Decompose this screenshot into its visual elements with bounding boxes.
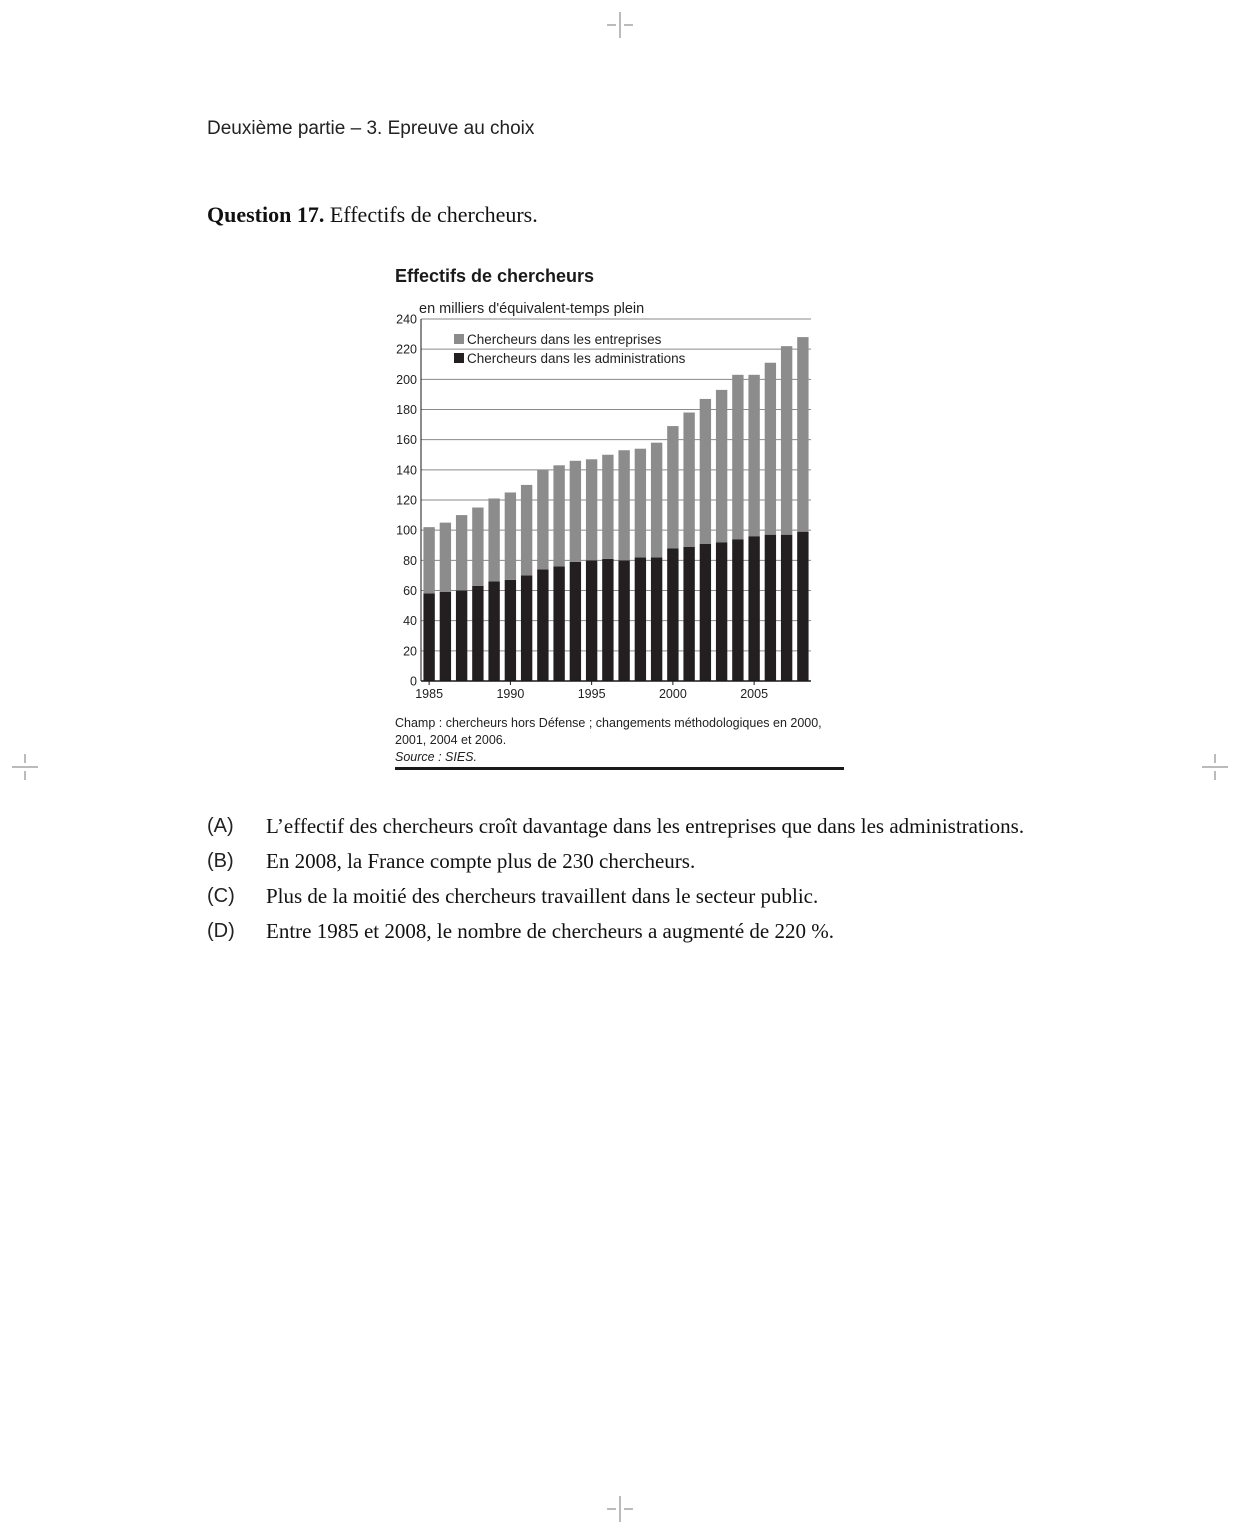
bar-entreprises xyxy=(456,515,467,590)
y-tick-label: 20 xyxy=(403,644,417,659)
bar-entreprises xyxy=(716,390,727,542)
bar-administrations xyxy=(521,575,532,681)
bar-administrations xyxy=(797,532,808,681)
bar-entreprises xyxy=(635,449,646,558)
question-title xyxy=(207,202,538,228)
legend-swatch xyxy=(454,334,464,344)
bar-entreprises xyxy=(553,465,564,566)
answer-text: Plus de la moitié des chercheurs travaillent dans le secteur public. xyxy=(266,884,819,908)
y-tick-label: 140 xyxy=(396,463,417,478)
bar-entreprises xyxy=(521,485,532,576)
y-tick-label: 80 xyxy=(403,553,417,568)
bar-administrations xyxy=(505,580,516,681)
crop-mark-right xyxy=(1202,754,1228,780)
question-text: Effectifs de chercheurs. xyxy=(329,202,538,227)
bar-administrations xyxy=(683,547,694,681)
bar-entreprises xyxy=(440,523,451,592)
bar-administrations xyxy=(586,560,597,681)
bar-administrations xyxy=(700,544,711,681)
answer-option-a[interactable] xyxy=(207,812,1033,841)
chart-bottom-rule xyxy=(395,767,844,770)
bar-entreprises xyxy=(618,450,629,560)
answer-option-c[interactable] xyxy=(207,882,1033,911)
legend-label: Chercheurs dans les entreprises xyxy=(467,332,662,347)
x-tick-label: 1985 xyxy=(415,687,444,701)
bar-entreprises xyxy=(765,363,776,535)
bar-administrations xyxy=(537,569,548,681)
bar-administrations xyxy=(765,535,776,681)
bar-administrations xyxy=(602,559,613,681)
y-axis-label: en milliers d'équivalent-temps plein xyxy=(419,301,645,317)
bar-administrations xyxy=(635,557,646,681)
answer-letter: (C) xyxy=(207,885,235,907)
bar-administrations xyxy=(716,542,727,681)
bar-administrations xyxy=(667,548,678,681)
bar-administrations xyxy=(423,594,434,681)
y-tick-label: 160 xyxy=(396,433,417,448)
y-tick-label: 180 xyxy=(396,403,417,417)
chart-note xyxy=(395,715,855,766)
bar-administrations xyxy=(651,557,662,681)
bar-entreprises xyxy=(537,470,548,570)
y-tick-label: 240 xyxy=(396,312,417,327)
y-tick-label: 220 xyxy=(396,342,417,357)
bar-administrations xyxy=(618,560,629,681)
bar-entreprises xyxy=(602,455,613,559)
answer-text: En 2008, la France compte plus de 230 chercheurs. xyxy=(266,849,696,873)
bar-administrations xyxy=(781,535,792,681)
y-tick-label: 120 xyxy=(396,493,417,508)
bar-entreprises xyxy=(472,508,483,586)
stacked-bar-chart xyxy=(395,296,825,706)
bar-administrations xyxy=(748,536,759,681)
crop-mark-left xyxy=(12,754,38,780)
y-tick-label: 60 xyxy=(403,584,417,598)
chart-title: Effectifs de chercheurs xyxy=(395,266,595,286)
x-tick-label: 2000 xyxy=(658,687,687,701)
legend-label: Chercheurs dans les administrations xyxy=(467,351,686,366)
bar-administrations xyxy=(553,566,564,681)
chart-note-text: Champ : chercheurs hors Défense ; changements méthodologiques en 2000, 2001, 2004 et 2006. xyxy=(395,716,822,747)
y-tick-label: 40 xyxy=(403,614,417,629)
bar-entreprises xyxy=(570,461,581,562)
bar-administrations xyxy=(488,581,499,681)
answer-letter: (B) xyxy=(207,850,234,872)
bar-administrations xyxy=(570,562,581,681)
crop-mark-bottom xyxy=(607,1496,633,1522)
chart-source: Source : SIES. xyxy=(395,750,477,764)
running-header: Deuxième partie – 3. Epreuve au choix xyxy=(207,118,535,139)
answer-letter: (D) xyxy=(207,920,235,942)
bar-administrations xyxy=(440,592,451,681)
answer-text: L’effectif des chercheurs croît davantage dans les entreprises que dans les administrations. xyxy=(266,814,1025,838)
bar-entreprises xyxy=(667,426,678,548)
x-tick-label: 2005 xyxy=(740,687,769,701)
bar-administrations xyxy=(456,591,467,682)
bar-entreprises xyxy=(651,443,662,558)
legend-swatch xyxy=(454,353,464,363)
crop-mark-top xyxy=(607,12,633,38)
bar-entreprises xyxy=(586,459,597,560)
bar-entreprises xyxy=(700,399,711,544)
answer-option-d[interactable] xyxy=(207,917,1033,946)
x-tick-label: 1995 xyxy=(577,687,606,701)
y-tick-label: 100 xyxy=(396,523,417,538)
x-tick-label: 1990 xyxy=(496,687,525,701)
bar-entreprises xyxy=(505,492,516,579)
bar-entreprises xyxy=(781,346,792,535)
answer-text: Entre 1985 et 2008, le nombre de chercheurs a augmenté de 220 %. xyxy=(266,919,834,943)
answer-option-b[interactable] xyxy=(207,847,1033,876)
answer-letter: (A) xyxy=(207,815,234,837)
bar-entreprises xyxy=(423,527,434,593)
bar-entreprises xyxy=(683,413,694,547)
bar-entreprises xyxy=(732,375,743,539)
question-number: Question 17. xyxy=(207,202,325,227)
bar-administrations xyxy=(472,586,483,681)
bar-entreprises xyxy=(748,375,759,536)
y-tick-label: 200 xyxy=(396,372,417,387)
bar-entreprises xyxy=(488,498,499,581)
bar-entreprises xyxy=(797,337,808,532)
y-tick-label: 0 xyxy=(410,674,417,689)
bar-administrations xyxy=(732,539,743,681)
answer-list xyxy=(207,812,1033,952)
